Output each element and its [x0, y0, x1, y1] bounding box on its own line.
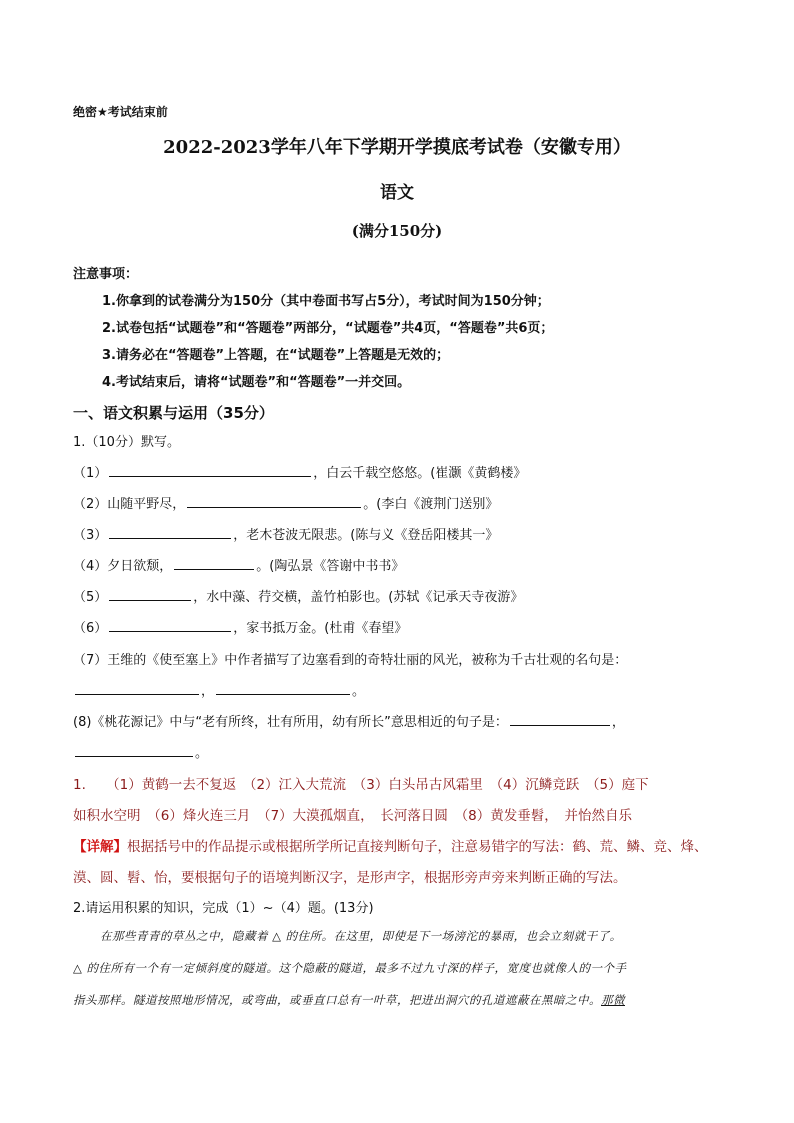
confidential-label: 绝密★考试结束前: [73, 105, 168, 119]
section-heading: 一、语文积累与运用（35分）: [73, 404, 274, 422]
line-prefix: （6）: [73, 621, 108, 636]
q1-line-7-blanks: [73, 680, 365, 699]
notes-heading: 注意事项：: [73, 267, 139, 282]
passage-text: 指头那样。隧道按照地形情况，或弯曲，或垂直口总有一叶草，把进出洞穴的孔道遮蔽在黑暗之中。: [73, 993, 601, 1007]
answer-blank[interactable]: [109, 526, 231, 539]
line-prefix: （5）: [73, 590, 108, 605]
q1-line-7: （7）王维的《使至塞上》中作者描写了边塞看到的奇特壮丽的风光，被称为千古壮观的名句是：: [73, 653, 628, 668]
full-score: (满分150分): [351, 222, 443, 240]
answer-blank[interactable]: [109, 588, 191, 601]
answer-blank[interactable]: [109, 464, 311, 477]
line-text: 。(李白《渡荆门送别》: [363, 497, 499, 512]
line-prefix: （4）夕日欲颓，: [73, 559, 173, 574]
answer-key-line: 如积水空明 （6）烽火连三月 （7）大漠孤烟直， 长河落日圆 （8）黄发垂髫， 并怡然自乐: [73, 808, 633, 824]
note-item: 3.请务必在“答题卷”上答题，在“试题卷”上答题是无效的；: [102, 348, 450, 363]
line-end: 。: [352, 684, 366, 699]
answer-blank[interactable]: [216, 682, 350, 695]
answer-blank[interactable]: [187, 495, 361, 508]
line-prefix: （1）: [73, 466, 108, 481]
q1-line-3: [73, 524, 498, 543]
q1-line-6: [73, 617, 407, 636]
question-1-stem: 1.（10分）默写。: [73, 435, 180, 450]
passage-line: [73, 992, 723, 1008]
exam-title: 2022-2023学年八年下学期开学摸底考试卷（安徽专用）: [163, 137, 631, 158]
line-end: 。: [195, 746, 209, 761]
q1-line-4: [73, 555, 404, 574]
answer-blank[interactable]: [510, 713, 610, 726]
answer-blank[interactable]: [75, 682, 199, 695]
answer-blank[interactable]: [174, 557, 254, 570]
separator: ，: [611, 715, 625, 730]
line-text: ，老木苍波无限悲。(陈与义《登岳阳楼其一》: [233, 528, 499, 543]
q1-line-8-blank: [73, 742, 208, 761]
line-prefix: （3）: [73, 528, 108, 543]
line-text: ，水中藻、荇交横，盖竹柏影也。(苏轼《记承天寺夜游》: [193, 590, 524, 605]
detail-explanation-cont: 漠、圆、髫、怡，要根据句子的语境判断汉字，是形声字，根据形旁声旁来判断正确的写法。: [73, 870, 627, 886]
note-item: 2.试卷包括“试题卷”和“答题卷”两部分，“试题卷”共4页，“答题卷”共6页；: [102, 321, 554, 336]
q1-line-8: [73, 711, 625, 730]
separator: ，: [201, 684, 215, 699]
answer-blank[interactable]: [75, 744, 193, 757]
passage-line: 在那些青青的草丛之中，隐藏着 △ 的住所。在这里，即使是下一场滂沱的暴雨，也会立刻就干了。: [100, 929, 622, 943]
detail-tag: 【详解】: [73, 839, 127, 855]
q1-line-5: [73, 586, 523, 605]
line-text: ，白云千载空悠悠。(崔灏《黄鹤楼》: [313, 466, 527, 481]
detail-explanation: [73, 835, 708, 855]
line-text: ，家书抵万金。(杜甫《春望》: [233, 621, 408, 636]
detail-text: 根据括号中的作品提示或根据所学所记直接判断句子，注意易错字的写法：鹤、荒、鳞、竞、烽、: [127, 839, 708, 855]
answer-blank[interactable]: [109, 619, 231, 632]
question-2-stem: 2.请运用积累的知识，完成（1）~（4）题。(13分): [73, 901, 374, 916]
answer-key-line: 1. （1）黄鹤一去不复返 （2）江入大荒流 （3）白头吊古风霜里 （4）沉鳞竞跃 （5）庭下: [73, 777, 649, 793]
line-text: 。(陶弘景《答谢中书书》: [256, 559, 405, 574]
note-item: 1.你拿到的试卷满分为150分（其中卷面书写占5分），考试时间为150分钟；: [102, 294, 550, 309]
note-item: 4.考试结束后，请将“试题卷”和“答题卷”一并交回。: [102, 375, 411, 390]
subject-title: 语文: [380, 183, 414, 203]
passage-underlined: 那微: [601, 993, 625, 1007]
q1-line-1: [73, 462, 526, 481]
passage-line: △ 的住所有一个有一定倾斜度的隧道。这个隐蔽的隧道，最多不过九寸深的样子，宽度也就像人的一个手: [73, 961, 627, 975]
line-prefix: （2）山随平野尽，: [73, 497, 186, 512]
line-text: (8)《桃花源记》中与“老有所终，壮有所用，幼有所长”意思相近的句子是：: [73, 715, 508, 730]
q1-line-2: [73, 493, 498, 512]
